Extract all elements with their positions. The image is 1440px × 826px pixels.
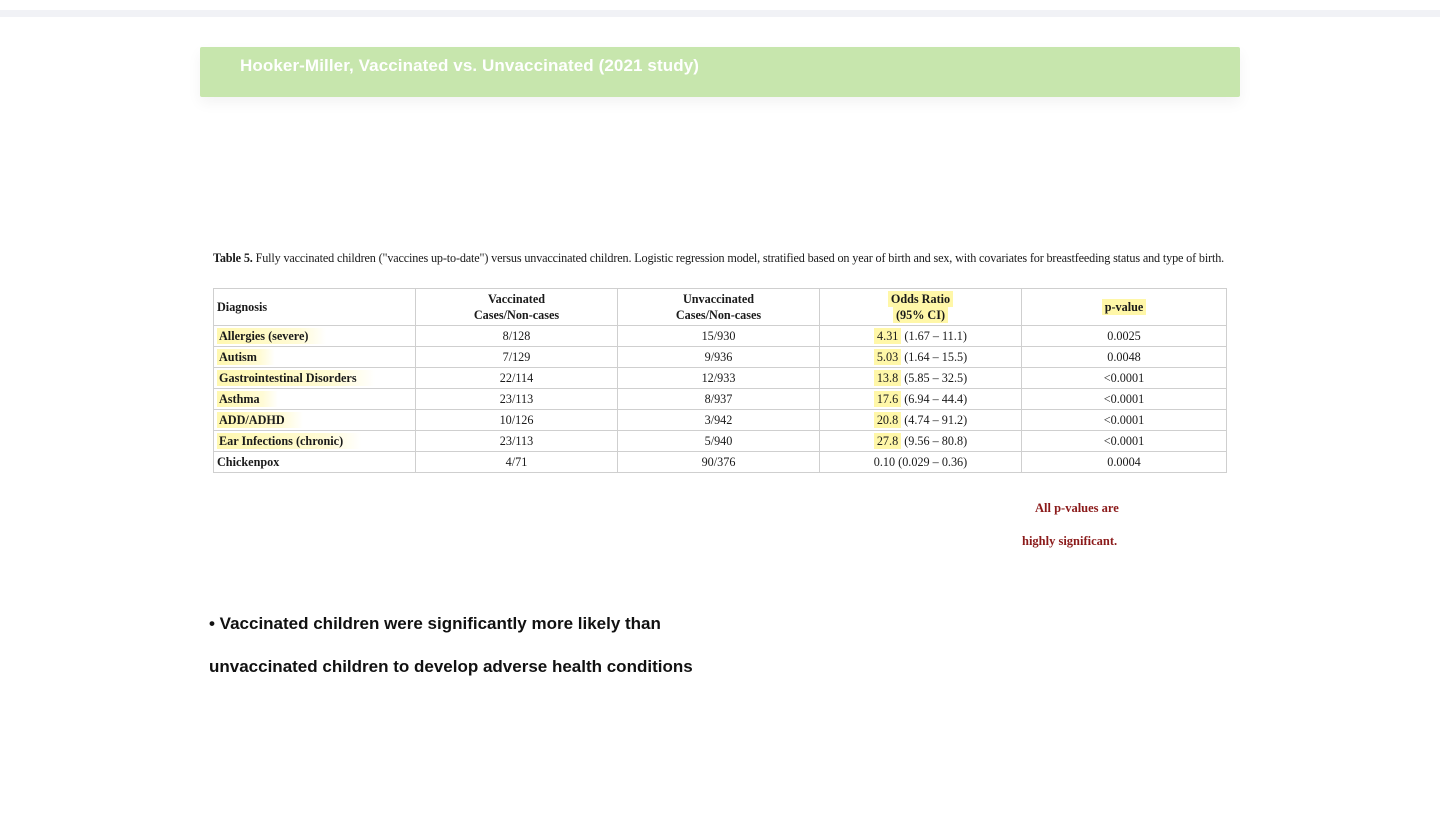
cell-unvaccinated: 8/937 <box>618 389 820 410</box>
table-row <box>214 368 1227 389</box>
cell-vaccinated: 22/114 <box>416 368 618 389</box>
cell-unvaccinated: 3/942 <box>618 410 820 431</box>
results-table <box>213 288 1227 473</box>
bullet-line-1: • Vaccinated children were significantly more likely than <box>209 614 661 633</box>
header-unvaccinated: Unvaccinated Cases/Non-cases <box>618 289 820 326</box>
caption-label: Table 5. <box>213 251 253 265</box>
table-row <box>214 431 1227 452</box>
caption-text: Fully vaccinated children ("vaccines up-to-date") versus unvaccinated children. Logistic regression model, stratified based on year of birth and sex, with covariates for breastfeeding status and type of birth. <box>255 251 1225 265</box>
cell-diagnosis: Asthma <box>214 389 416 410</box>
cell-p-value: 0.0025 <box>1022 326 1227 347</box>
cell-odds-ratio: 0.10 (0.029 – 0.36) <box>820 452 1022 473</box>
cell-unvaccinated: 5/940 <box>618 431 820 452</box>
table-header-row <box>214 289 1227 326</box>
table-row <box>214 389 1227 410</box>
cell-p-value: <0.0001 <box>1022 389 1227 410</box>
cell-odds-ratio: 20.8 (4.74 – 91.2) <box>820 410 1022 431</box>
cell-diagnosis: Allergies (severe) <box>214 326 416 347</box>
table-row <box>214 410 1227 431</box>
cell-vaccinated: 4/71 <box>416 452 618 473</box>
cell-diagnosis: ADD/ADHD <box>214 410 416 431</box>
cell-diagnosis: Gastrointestinal Disorders <box>214 368 416 389</box>
table-caption <box>213 249 1228 268</box>
header-p-value: p-value <box>1022 289 1227 326</box>
cell-p-value: <0.0001 <box>1022 368 1227 389</box>
cell-unvaccinated: 90/376 <box>618 452 820 473</box>
cell-vaccinated: 7/129 <box>416 347 618 368</box>
header-odds-ratio: Odds Ratio (95% CI) <box>820 289 1022 326</box>
table-row <box>214 347 1227 368</box>
cell-p-value: <0.0001 <box>1022 410 1227 431</box>
table-row <box>214 452 1227 473</box>
note-line-2: highly significant. <box>1022 534 1118 548</box>
header-vaccinated: Vaccinated Cases/Non-cases <box>416 289 618 326</box>
cell-unvaccinated: 15/930 <box>618 326 820 347</box>
cell-diagnosis: Autism <box>214 347 416 368</box>
bullet-line-2: unvaccinated children to develop adverse health conditions <box>209 657 693 676</box>
table-row <box>214 326 1227 347</box>
table-figure <box>206 244 1230 500</box>
cell-vaccinated: 8/128 <box>416 326 618 347</box>
slide-title: Hooker-Miller, Vaccinated vs. Unvaccinated (2021 study) <box>240 56 700 75</box>
cell-p-value: 0.0004 <box>1022 452 1227 473</box>
cell-vaccinated: 23/113 <box>416 389 618 410</box>
cell-odds-ratio: 13.8 (5.85 – 32.5) <box>820 368 1022 389</box>
title-bar <box>200 47 1240 97</box>
cell-vaccinated: 10/126 <box>416 410 618 431</box>
cell-odds-ratio: 5.03 (1.64 – 15.5) <box>820 347 1022 368</box>
note-line-1: All p-values are <box>1035 501 1119 515</box>
cell-vaccinated: 23/113 <box>416 431 618 452</box>
cell-odds-ratio: 27.8 (9.56 – 80.8) <box>820 431 1022 452</box>
top-strip <box>0 10 1440 17</box>
cell-unvaccinated: 12/933 <box>618 368 820 389</box>
cell-odds-ratio: 4.31 (1.67 – 11.1) <box>820 326 1022 347</box>
cell-diagnosis: Ear Infections (chronic) <box>214 431 416 452</box>
cell-unvaccinated: 9/936 <box>618 347 820 368</box>
cell-p-value: 0.0048 <box>1022 347 1227 368</box>
cell-p-value: <0.0001 <box>1022 431 1227 452</box>
header-diagnosis: Diagnosis <box>214 289 416 326</box>
cell-odds-ratio: 17.6 (6.94 – 44.4) <box>820 389 1022 410</box>
cell-diagnosis: Chickenpox <box>214 452 416 473</box>
